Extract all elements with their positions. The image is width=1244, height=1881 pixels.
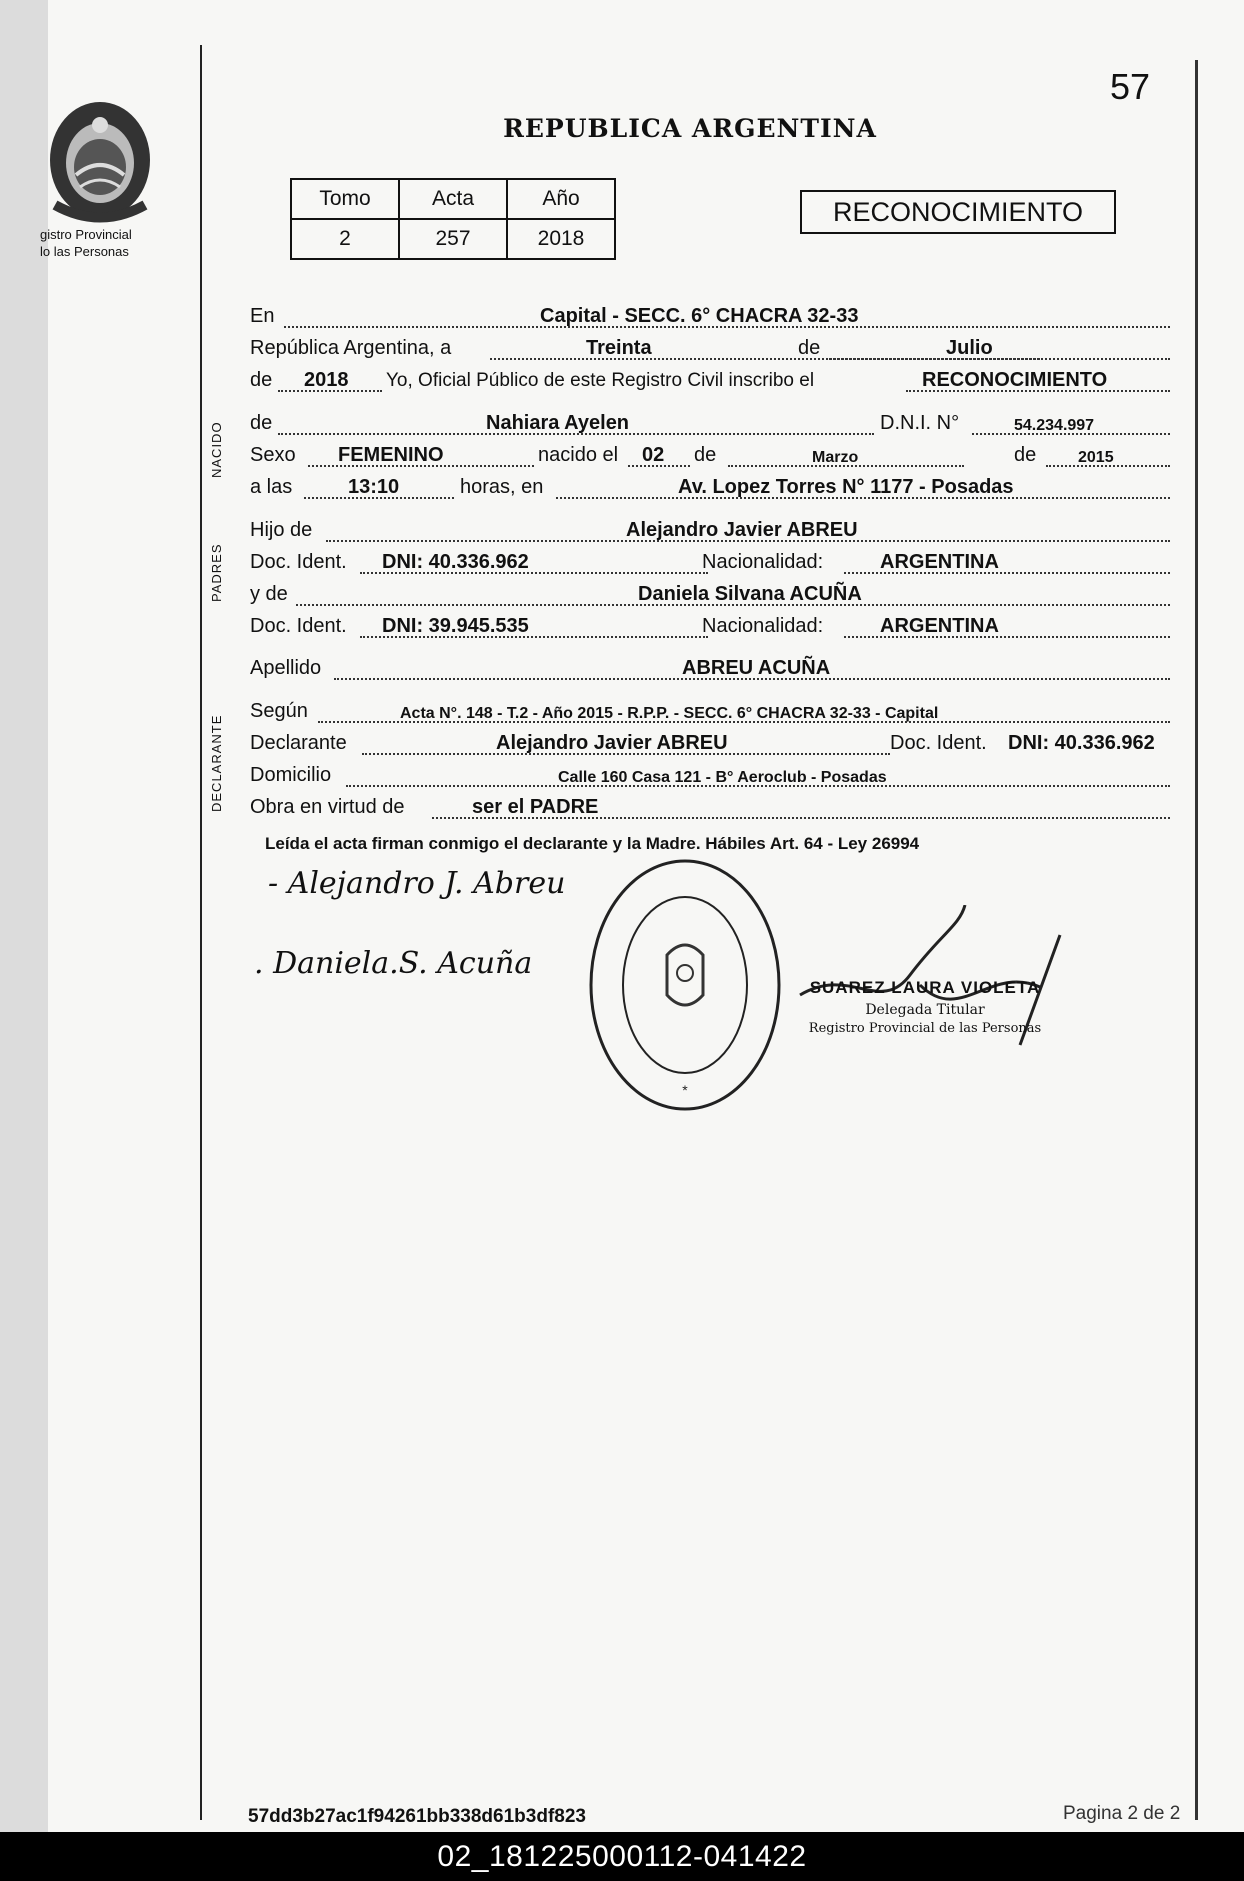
official-stamp bbox=[775, 978, 1075, 1036]
nac-madre-value: ARGENTINA bbox=[880, 615, 999, 637]
row-doc-madre: Doc. Ident. DNI: 39.945.535 Nacionalidad: ARGENTINA bbox=[250, 612, 1170, 642]
row-padre: Hijo de Alejandro Javier ABREU bbox=[250, 516, 1170, 546]
registry-name: gistro Provincial lo las Personas bbox=[40, 227, 132, 259]
document-hash: 57dd3b27ac1f94261bb338d61b3df823 bbox=[248, 1806, 586, 1827]
side-label-padres: PADRES bbox=[209, 543, 224, 602]
row-apellido: Apellido ABREU ACUÑA bbox=[250, 654, 1170, 684]
madre-signature: . Daniela.S. Acuña bbox=[254, 946, 533, 981]
act-type-box: RECONOCIMIENTO bbox=[800, 190, 1116, 234]
nac-anio-value: 2015 bbox=[1078, 449, 1114, 466]
apellido-value: ABREU ACUÑA bbox=[682, 657, 831, 679]
svg-text:*: * bbox=[682, 1082, 688, 1098]
row-inscribo: de 2018 Yo, Oficial Público de este Registro Civil inscribo el RECONOCIMIENTO bbox=[250, 366, 1170, 396]
acta-value: 257 bbox=[399, 219, 507, 259]
row-fecha: República Argentina, a Treinta de Julio bbox=[250, 334, 1170, 364]
closing-statement: Leída el acta firman conmigo el declarante y la Madre. Hábiles Art. 64 - Ley 26994 bbox=[265, 834, 920, 853]
dia-value: Treinta bbox=[586, 337, 652, 359]
tomo-header: Tomo bbox=[291, 179, 399, 219]
row-nombre: de Nahiara Ayelen D.N.I. N° 54.234.997 bbox=[250, 409, 1170, 439]
row-madre: y de Daniela Silvana ACUÑA bbox=[250, 580, 1170, 610]
page-indicator: Pagina 2 de 2 bbox=[1063, 1803, 1181, 1824]
row-en: En Capital - SECC. 6° CHACRA 32-33 bbox=[250, 302, 1170, 332]
nac-mes-value: Marzo bbox=[812, 449, 859, 466]
hora-value: 13:10 bbox=[348, 476, 400, 498]
doc-declarante-value: DNI: 40.336.962 bbox=[1008, 732, 1155, 754]
document-title: REPUBLICA ARGENTINA bbox=[503, 114, 877, 143]
nac-padre-value: ARGENTINA bbox=[880, 551, 999, 573]
domicilio-value: Calle 160 Casa 121 - B° Aeroclub - Posadas bbox=[558, 769, 887, 786]
official-org: Registro Provincial de las Personas bbox=[808, 1021, 1042, 1036]
official-title: Delegada Titular bbox=[865, 1002, 985, 1018]
en-value: Capital - SECC. 6° CHACRA 32-33 bbox=[540, 305, 859, 327]
scan-margin bbox=[0, 0, 48, 1832]
obra-value: ser el PADRE bbox=[472, 796, 599, 818]
madre-value: Daniela Silvana ACUÑA bbox=[638, 583, 862, 605]
mes-value: Julio bbox=[946, 337, 993, 359]
ano-header: Año bbox=[507, 179, 615, 219]
dni-value: 54.234.997 bbox=[1014, 417, 1095, 434]
row-domicilio: Domicilio Calle 160 Casa 121 - B° Aeroclub - Posadas bbox=[250, 761, 1170, 791]
nombre-value: Nahiara Ayelen bbox=[486, 412, 630, 434]
side-label-nacido: NACIDO bbox=[209, 421, 224, 478]
doc-madre-value: DNI: 39.945.535 bbox=[382, 615, 529, 637]
row-sexo: Sexo FEMENINO nacido el 02 de Marzo de 2015 bbox=[250, 441, 1170, 471]
ano-value: 2018 bbox=[507, 219, 615, 259]
row-obra: Obra en virtud de ser el PADRE bbox=[250, 793, 1170, 823]
official-seal-icon bbox=[585, 855, 785, 1115]
lugar-value: Av. Lopez Torres N° 1177 - Posadas bbox=[678, 476, 1014, 498]
declarante-signature: - Alejandro J. Abreu bbox=[268, 866, 566, 901]
anio-value: 2018 bbox=[304, 369, 349, 391]
nac-dia-value: 02 bbox=[642, 444, 665, 466]
inscribo-value: RECONOCIMIENTO bbox=[922, 369, 1108, 391]
side-label-declarante: DECLARANTE bbox=[209, 714, 224, 812]
left-rule bbox=[200, 45, 202, 1820]
row-declarante: Declarante Alejandro Javier ABREU Doc. Ident. DNI: 40.336.962 bbox=[250, 732, 1155, 754]
tomo-value: 2 bbox=[291, 219, 399, 259]
doc-padre-value: DNI: 40.336.962 bbox=[382, 551, 529, 573]
official-name: SUAREZ LAURA VIOLETA bbox=[809, 978, 1041, 997]
padre-value: Alejandro Javier ABREU bbox=[626, 519, 858, 541]
segun-value: Acta N°. 148 - T.2 - Año 2015 - R.P.P. - SECC. 6° CHACRA 32-33 - Capital bbox=[400, 705, 939, 722]
reference-table bbox=[290, 178, 616, 260]
page-number: 57 bbox=[1110, 66, 1151, 107]
province-logo-icon bbox=[40, 95, 160, 235]
acta-header: Acta bbox=[399, 179, 507, 219]
right-rule bbox=[1195, 60, 1198, 1820]
row-doc-padre: Doc. Ident. DNI: 40.336.962 Nacionalidad: ARGENTINA bbox=[250, 548, 1170, 578]
declarante-value: Alejandro Javier ABREU bbox=[496, 732, 728, 754]
row-hora: a las 13:10 horas, en Av. Lopez Torres N° 1177 - Posadas bbox=[250, 473, 1170, 503]
scan-id-bar: 02_181225000112-041422 bbox=[0, 1832, 1244, 1881]
sexo-value: FEMENINO bbox=[338, 444, 444, 466]
row-segun: Según Acta N°. 148 - T.2 - Año 2015 - R.P.P. - SECC. 6° CHACRA 32-33 - Capital bbox=[250, 697, 1170, 727]
